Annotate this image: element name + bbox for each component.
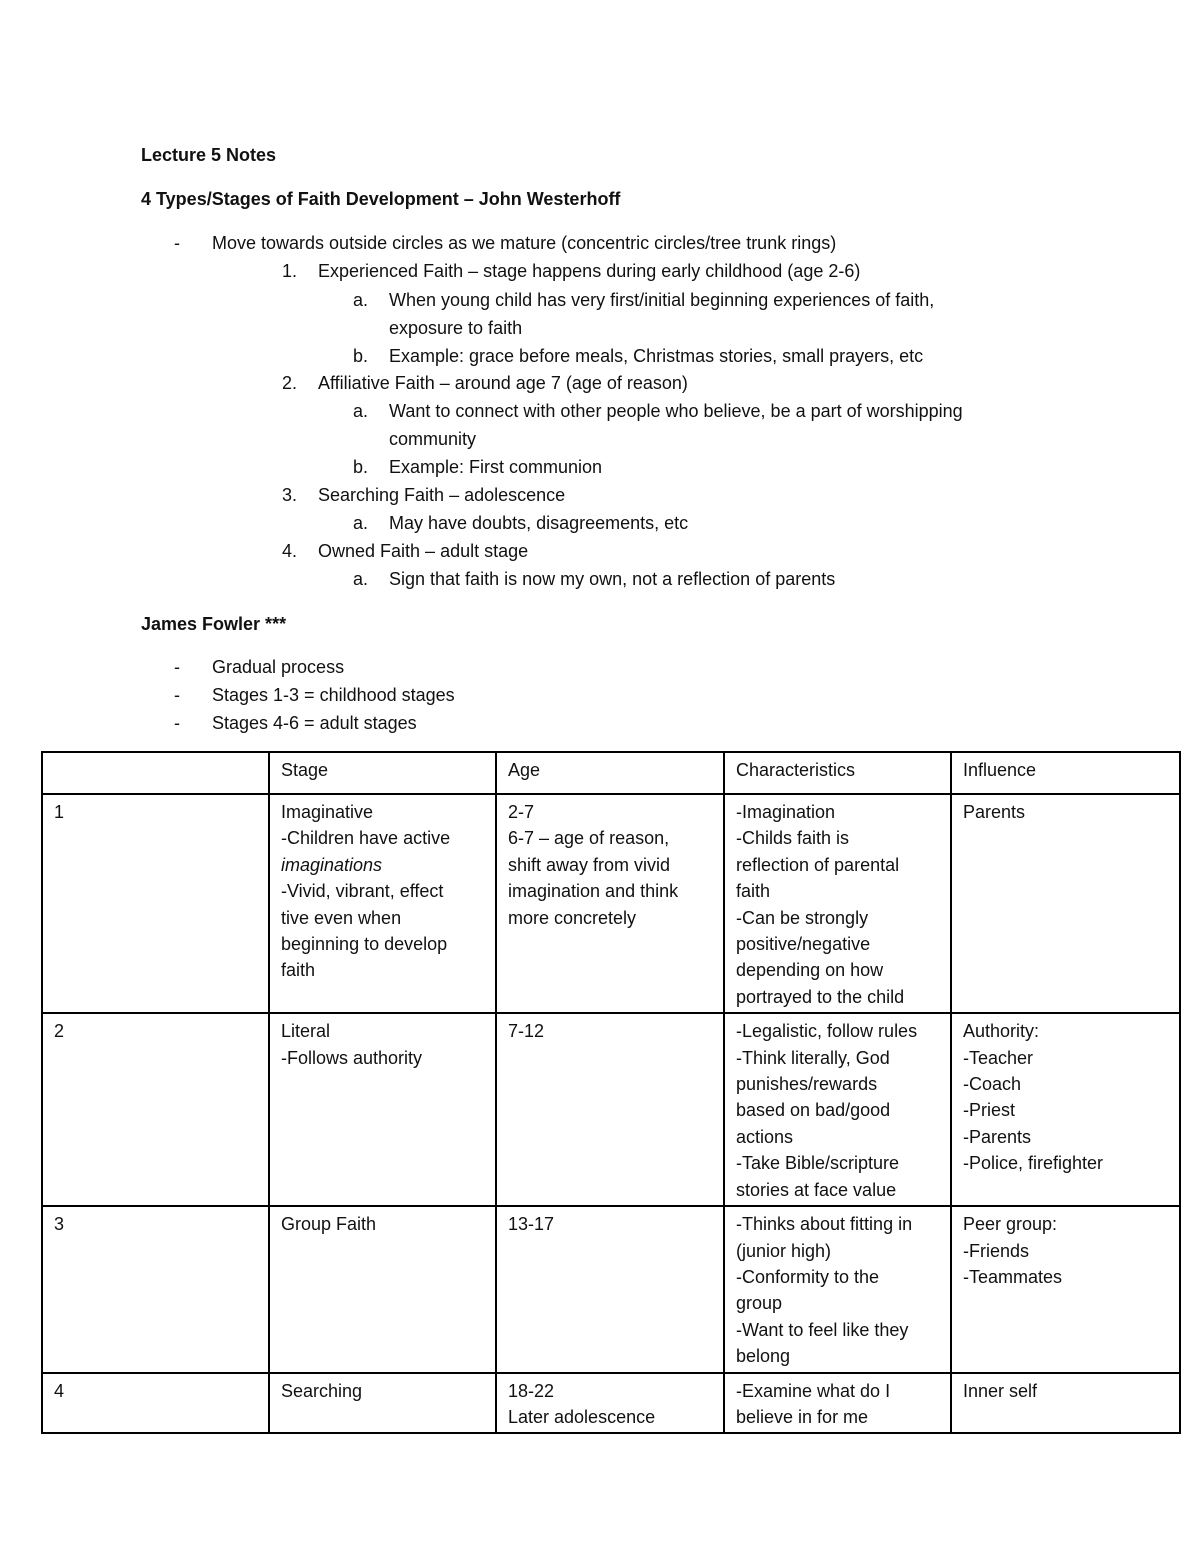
list-item-text: Gradual process [212, 657, 345, 677]
cell-line: Literal [281, 1021, 331, 1042]
cell-line: faith [281, 960, 316, 981]
list-item-text: When young child has very first/initial beginning experiences of faith, [389, 290, 935, 310]
cell-line: -Childs faith is [736, 828, 850, 849]
list-letter: a. [353, 401, 369, 421]
list-number: 1. [282, 261, 298, 281]
fowler-heading: James Fowler *** [141, 614, 287, 634]
table-cell-influence [951, 1373, 1180, 1434]
cell-line: -Imagination [736, 802, 836, 822]
table-header-cell: Influence [951, 752, 1180, 794]
cell-line: Imaginative [281, 802, 374, 822]
cell-line: -Police, firefighter [963, 1153, 1104, 1174]
cell-line: -Think literally, God [736, 1047, 890, 1068]
table-cell-characteristics [724, 1373, 951, 1434]
list-item-text: community [389, 429, 477, 449]
cell-line: shift away from vivid [508, 854, 671, 875]
list-item-text: Stages 1-3 = childhood stages [212, 685, 455, 705]
table-cell-number: 3 [42, 1206, 269, 1372]
westerhoff-heading: 4 Types/Stages of Faith Development – John Westerhoff [141, 189, 621, 209]
table-header-cell [42, 752, 269, 794]
list-item-text: exposure to faith [389, 318, 523, 338]
cell-line: imaginations [281, 854, 383, 875]
cell-line: -Parents [963, 1126, 1032, 1147]
list-number: 3. [282, 485, 298, 505]
cell-line: -Coach [963, 1074, 1022, 1095]
cell-line: -Can be strongly [736, 907, 869, 928]
cell-line: -Thinks about fitting in [736, 1214, 913, 1235]
cell-line: Inner self [963, 1380, 1038, 1401]
cell-line: -Legalistic, follow rules [736, 1021, 918, 1042]
cell-line: 6-7 – age of reason, [508, 828, 670, 849]
cell-line: (junior high) [736, 1240, 832, 1261]
cell-line: -Teacher [963, 1047, 1034, 1068]
document-title: Lecture 5 Notes [141, 145, 277, 165]
table-cell-characteristics [724, 1206, 951, 1372]
table-cell-stage [269, 794, 496, 1013]
table-cell-characteristics [724, 1013, 951, 1206]
cell-line: -Want to feel like they [736, 1319, 909, 1340]
list-item-text: Want to connect with other people who believe, be a part of worshipping [389, 401, 963, 421]
table-cell-number: 2 [42, 1013, 269, 1206]
cell-line: group [736, 1293, 783, 1314]
cell-line: actions [736, 1126, 794, 1147]
list-item-text: Affiliative Faith – around age 7 (age of reason) [318, 373, 688, 393]
cell-line: believe in for me [736, 1406, 869, 1427]
cell-line: positive/negative [736, 934, 871, 955]
cell-line: belong [736, 1346, 791, 1367]
list-number: 2. [282, 373, 298, 393]
list-item-text: Owned Faith – adult stage [318, 541, 529, 561]
list-letter: b. [353, 346, 369, 366]
cell-line: Peer group: [963, 1214, 1058, 1235]
list-letter: a. [353, 569, 369, 589]
table-cell-age [496, 1206, 724, 1372]
list-item-text: Stages 4-6 = adult stages [212, 713, 417, 733]
list-item-text: Sign that faith is now my own, not a reflection of parents [389, 569, 836, 589]
table-cell-influence [951, 1013, 1180, 1206]
table-row [42, 794, 1180, 1013]
table-header-cell: Stage [269, 752, 496, 794]
list-item-text: Searching Faith – adolescence [318, 485, 566, 505]
table-cell-age [496, 1013, 724, 1206]
cell-line: reflection of parental [736, 854, 900, 875]
table-cell-number: 4 [42, 1373, 269, 1434]
bullet-dash: - [174, 685, 180, 705]
cell-line: tive even when [281, 907, 402, 928]
table-cell-stage [269, 1373, 496, 1434]
table-row [42, 1013, 1180, 1206]
table-header-cell: Characteristics [724, 752, 951, 794]
cell-line: based on bad/good [736, 1100, 891, 1121]
table-row [42, 1206, 1180, 1372]
table-cell-age [496, 1373, 724, 1434]
list-number: 4. [282, 541, 298, 561]
table-row [42, 1373, 1180, 1434]
cell-line: -Teammates [963, 1266, 1063, 1287]
cell-line: punishes/rewards [736, 1074, 878, 1095]
cell-line: -Follows authority [281, 1047, 423, 1068]
cell-line: imagination and think [508, 881, 679, 902]
cell-line: -Children have active [281, 828, 451, 849]
list-item-text: Example: grace before meals, Christmas stories, small prayers, etc [389, 346, 924, 366]
cell-line: depending on how [736, 960, 884, 981]
cell-line: -Examine what do I [736, 1380, 891, 1401]
table-cell-influence [951, 794, 1180, 1013]
list-item-text: Example: First communion [389, 457, 603, 477]
list-letter: a. [353, 290, 369, 310]
cell-line: 7-12 [508, 1021, 545, 1042]
table-cell-age [496, 794, 724, 1013]
bullet-dash: - [174, 657, 180, 677]
cell-line: Searching [281, 1380, 363, 1401]
cell-line: -Priest [963, 1100, 1016, 1121]
table-cell-stage [269, 1206, 496, 1372]
table-cell-influence [951, 1206, 1180, 1372]
cell-line: 13-17 [508, 1214, 555, 1235]
cell-line: 18-22 [508, 1380, 555, 1401]
cell-line: Parents [963, 802, 1026, 822]
table-cell-number: 1 [42, 794, 269, 1013]
list-letter: b. [353, 457, 369, 477]
cell-line: beginning to develop [281, 934, 448, 955]
cell-line: stories at face value [736, 1179, 897, 1200]
cell-line: more concretely [508, 907, 637, 928]
bullet-dash: - [174, 233, 180, 253]
cell-line: portrayed to the child [736, 986, 905, 1007]
cell-line: 2-7 [508, 802, 535, 822]
list-item-text: Experienced Faith – stage happens during early childhood (age 2-6) [318, 261, 861, 281]
cell-line: Later adolescence [508, 1406, 656, 1427]
list-item-text: Move towards outside circles as we mature (concentric circles/tree trunk rings) [212, 233, 837, 253]
cell-line: -Conformity to the [736, 1266, 880, 1287]
cell-line: faith [736, 881, 771, 902]
list-letter: a. [353, 513, 369, 533]
fowler-stages-table [41, 751, 1181, 1434]
table-cell-characteristics [724, 794, 951, 1013]
cell-line: -Vivid, vibrant, effect [281, 881, 444, 902]
cell-line: -Take Bible/scripture [736, 1153, 900, 1174]
table-header-row [42, 752, 1180, 794]
cell-line: -Friends [963, 1240, 1030, 1261]
cell-line: Group Faith [281, 1214, 377, 1235]
table-cell-stage [269, 1013, 496, 1206]
cell-line: Authority: [963, 1021, 1040, 1042]
table-header-cell: Age [496, 752, 724, 794]
bullet-dash: - [174, 713, 180, 733]
list-item-text: May have doubts, disagreements, etc [389, 513, 689, 533]
